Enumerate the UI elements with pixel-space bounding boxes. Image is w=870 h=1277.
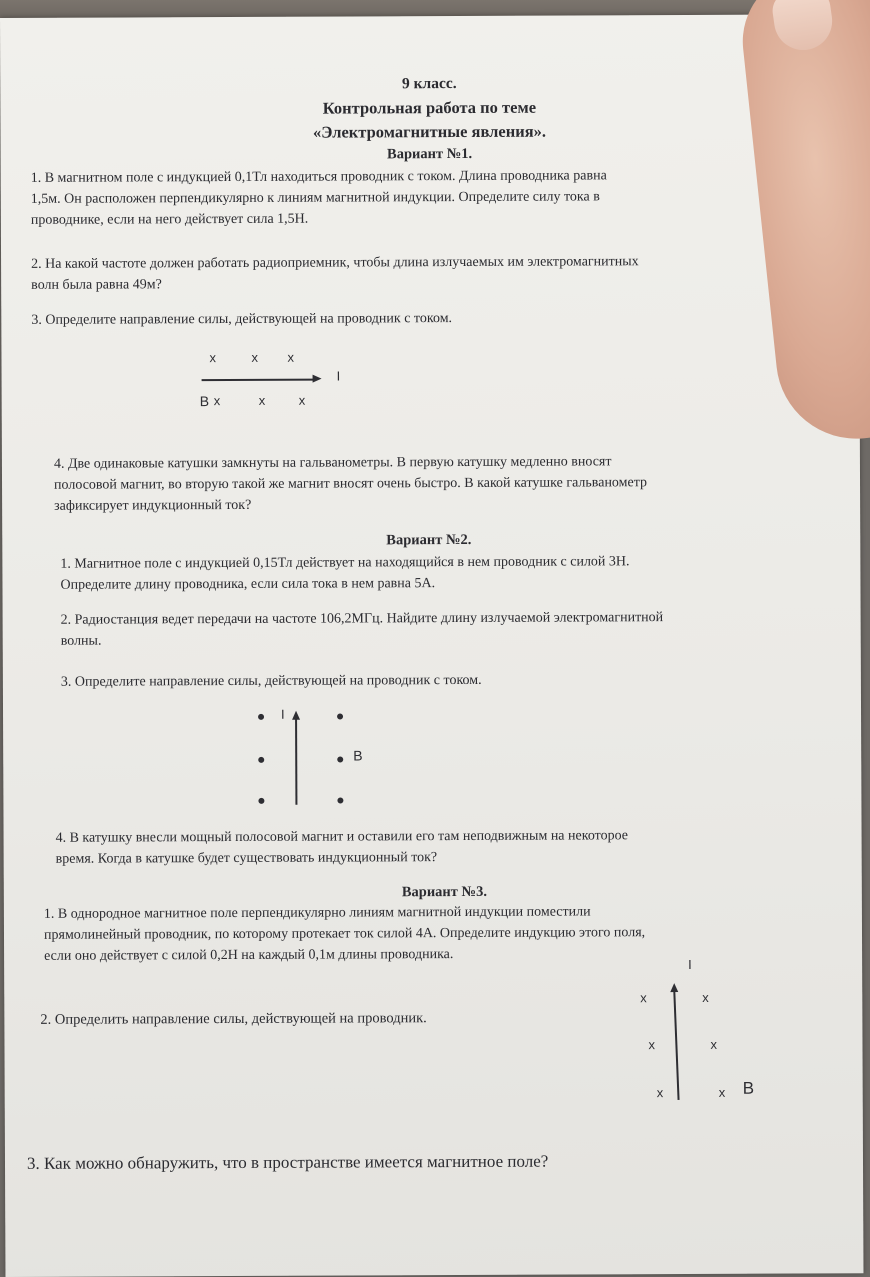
conductor-line <box>295 717 297 805</box>
field-label: B <box>353 747 363 764</box>
v2-q4-line-2: время. Когда в катушке будет существовать индукционный ток? <box>55 850 438 867</box>
v3-q1-line-1: 1. В однородное магнитное поле перпендикулярно линиям магнитной индукции поместили <box>43 904 591 922</box>
v3-question-1 <box>44 900 844 966</box>
test-title: Контрольная работа по теме <box>322 97 537 118</box>
v2-question-1 <box>60 550 810 595</box>
grade-heading: 9 класс. <box>401 75 457 93</box>
v3-question-2: 2. Определить направление силы, действующей на проводник. <box>40 1010 427 1028</box>
field-dot-mark <box>337 714 343 720</box>
field-dot-mark <box>258 714 264 720</box>
v3-question-3: 3. Как можно обнаружить, что в пространстве имеется магнитное поле? <box>26 1151 549 1173</box>
field-cross-mark: x <box>213 393 221 409</box>
field-label: B <box>742 1078 755 1098</box>
v1-q1-line-2: 1,5м. Он расположен перпендикулярно к линиям магнитной индукции. Определите силу тока в <box>30 189 600 207</box>
v1-question-2 <box>31 251 801 296</box>
v1-q2-line-1: 2. На какой частоте должен работать радиоприемник, чтобы длина излучаемых им электромагнитных <box>31 254 639 272</box>
current-label: I <box>688 956 692 973</box>
field-cross-mark: x <box>298 392 306 408</box>
v2-q2-line-1: 2. Радиостанция ведет передачи на частоте 106,2МГц. Найдите длину излучаемой электромагнитной <box>60 610 664 628</box>
field-dot-mark <box>337 757 343 763</box>
v3-q1-line-2: прямолинейный проводник, по которому протекает ток силой 4А. Определите индукцию этого поля, <box>43 925 646 943</box>
v1-q1-line-1: 1. В магнитном поле с индукцией 0,1Тл находиться проводник с током. Длина проводника равна <box>30 168 607 186</box>
field-label: B <box>199 393 210 410</box>
field-cross-mark: x <box>251 349 259 365</box>
field-cross-mark: x <box>656 1085 664 1101</box>
v1-question-1 <box>31 165 801 231</box>
variant-3-title: Вариант №3. <box>401 883 487 901</box>
v1-q4-line-1: 4. Две одинаковые катушки замкнуты на гальванометры. В первую катушку медленно вносят <box>53 454 612 472</box>
field-cross-mark: x <box>718 1084 726 1100</box>
field-cross-mark: x <box>640 990 647 1006</box>
v3-q1-line-3: если оно действует с силой 0,2Н на каждый 0,1м длины проводника. <box>44 947 454 964</box>
field-dot-mark <box>337 798 343 804</box>
worksheet-page <box>0 14 863 1277</box>
v2-q1-line-1: 1. Магнитное поле с индукцией 0,15Тл действует на находящийся в нем проводник с силой 3Н. <box>60 554 630 572</box>
v1-q2-line-2: волн была равна 49м? <box>31 277 162 293</box>
field-cross-mark: x <box>710 1036 718 1052</box>
current-label: I <box>281 706 285 722</box>
v1-question-4 <box>54 451 802 517</box>
field-cross-mark: x <box>702 989 709 1005</box>
v1-q4-line-2: полосовой магнит, во вторую такой же магнит вносят очень быстро. В какой катушке гальванометр <box>54 475 648 493</box>
field-dot-mark <box>258 798 264 804</box>
test-topic: «Электромагнитные явления». <box>312 121 547 142</box>
conductor-line <box>202 379 314 381</box>
field-cross-mark: x <box>287 349 295 365</box>
v2-question-2 <box>61 606 811 651</box>
field-cross-mark: x <box>648 1037 656 1053</box>
field-cross-mark: x <box>258 392 266 408</box>
variant-2-title: Вариант №2. <box>386 531 472 549</box>
field-dot-mark <box>258 757 264 763</box>
current-arrow-icon <box>313 375 322 383</box>
current-label: I <box>336 368 341 384</box>
field-cross-mark: x <box>209 350 217 366</box>
v2-q2-line-2: волны. <box>60 633 102 649</box>
v1-q1-line-3: проводнике, если на него действует сила 1,5Н. <box>30 211 309 228</box>
v2-q4-line-1: 4. В катушку внесли мощный полосовой магнит и оставили его там неподвижным на некоторое <box>55 828 628 846</box>
v2-q1-line-2: Определите длину проводника, если сила тока в нем равна 5А. <box>60 576 436 593</box>
v2-question-4 <box>56 824 824 869</box>
conductor-line <box>673 990 679 1100</box>
v1-question-3: 3. Определите направление силы, действующей на проводник с током. <box>31 311 453 328</box>
v2-question-3: 3. Определите направление силы, действующей на проводник с током. <box>60 672 482 690</box>
variant-1-title: Вариант №1. <box>386 145 473 163</box>
v1-q4-line-3: зафиксирует индукционный ток? <box>54 497 252 514</box>
